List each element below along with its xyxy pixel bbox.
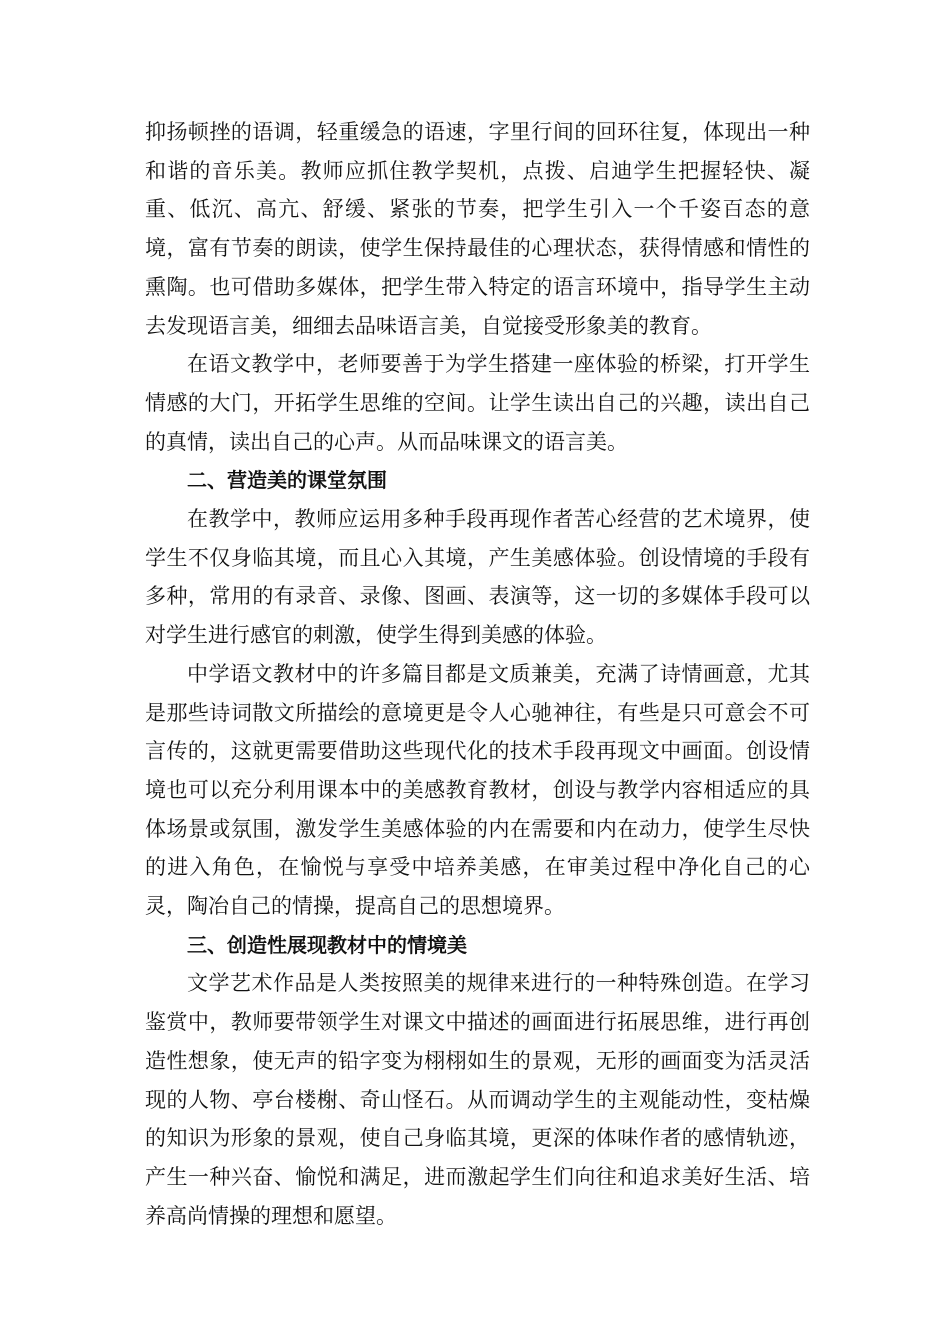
paragraph-2: 在语文教学中，老师要善于为学生搭建一座体验的桥梁，打开学生情感的大门，开拓学生思维的空间。让学生读出自己的兴趣，读出自己的真情，读出自己的心声。从而品味课文的语言美。 (145, 352, 810, 454)
section-heading-3: 三、创造性展现教材中的情境美 (187, 932, 467, 957)
paragraph-3: 在教学中，教师应运用多种手段再现作者苦心经营的艺术境界，使学生不仅身临其境，而且心入其境，产生美感体验。创设情境的手段有多种，常用的有录音、录像、图画、表演等，这一切的多媒体手段可以对学生进行感官的刺激，使学生得到美感的体验。 (145, 507, 810, 648)
paragraph-4: 中学语文教材中的许多篇目都是文质兼美，充满了诗情画意，尤其是那些诗词散文所描绘的意境更是令人心驰神往，有些是只可意会不可言传的，这就更需要借助这些现代化的技术手段再现文中画面。创设情境也可以充分利用课本中的美感教育教材，创设与教学内容相适应的具体场景或氛围，激发学生美感体验的内在需要和内在动力，使学生尽快的进入角色，在愉悦与享受中培养美感，在审美过程中净化自己的心灵，陶冶自己的情操，提高自己的思想境界。 (145, 661, 810, 919)
section-heading-2: 二、营造美的课堂氛围 (187, 468, 387, 493)
paragraph-1: 抑扬顿挫的语调，轻重缓急的语速，字里行间的回环往复，体现出一种和谐的音乐美。教师应抓住教学契机，点拨、启迪学生把握轻快、凝重、低沉、高亢、舒缓、紧张的节奏，把学生引入一个千姿百态的意境，富有节奏的朗读，使学生保持最佳的心理状态，获得情感和情性的熏陶。也可借助多媒体，把学生带入特定的语言环境中，指导学生主动去发现语言美，细细去品味语言美，自觉接受形象美的教育。 (145, 120, 810, 338)
document-body (145, 113, 810, 1235)
paragraph-5: 文学艺术作品是人类按照美的规律来进行的一种特殊创造。在学习鉴赏中，教师要带领学生对课文中描述的画面进行拓展思维，进行再创造性想象，使无声的铅字变为栩栩如生的景观，无形的画面变为活灵活现的人物、亭台楼榭、奇山怪石。从而调动学生的主观能动性，变枯燥的知识为形象的景观，使自己身临其境，更深的体味作者的感情轨迹，产生一种兴奋、愉悦和满足，进而激起学生们向往和追求美好生活、培养高尚情操的理想和愿望。 (145, 971, 810, 1228)
